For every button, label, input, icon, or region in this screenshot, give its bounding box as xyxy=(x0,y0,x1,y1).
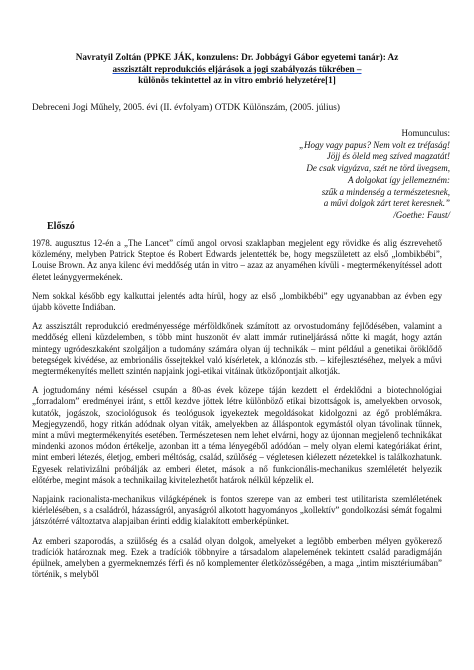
paragraph: Nem sokkal később egy kalkuttai jelentés adta hírül, hogy az első „lombikbébi” egy ugyanabban az évben egy újabb követte Indiában. xyxy=(32,290,442,313)
paragraph: Az emberi szaporodás, a szülőség és a család olyan dolgok, amelyeket a legtöbb emberben mélyen gyökerező tradíciók határoznak meg. Ezek a tradíciók többnyire a társadalom alapelemének tekintett család paradigmáján épülnek, amelyben a gyermeknemzés férfi és nő komplementer életközösségében, a maga „intim misztériumában” történik, s melyből xyxy=(32,535,442,580)
paragraph: Napjaink racionalista-mechanikus világképének is fontos szerepe van az emberi test utilitarista szemléletének kiérlelésében, s a családról, házasságról, anyaságról alkotott hagyományos „kollektív” gondolkozási sémát fogalmi játszótérré változtatva alapjaiban érinti eddig kialakított emberképünket. xyxy=(32,494,442,527)
motto-line: a művi dolgok zárt teret keresnek.” xyxy=(323,198,450,209)
paragraph: A jogtudomány némi késéssel csupán a 80-as évek közepe táján kezdett el érdeklődni a biotechnológiai „forradalom” eredményei iránt, s ettől kezdve jöttek létre különböző etikai bizottságok is, amelyekben orvosok, kutatók, jogászok, szociológusok és teológusok igyekeztek megoldásokat kidolgozni az égő problémákra. Megjegyzendő, hogy ritkán adódnak olyan viták, amelyekben az álláspontok egymástól olyan távolinak tűnnek, mint a művi megtermékenyítés esetében. Természetesen nem lehet elvárni, hogy az újonnan megjelenő technikákat mindenki azonos módon értékelje, azonban itt a téma lényegéből adódóan – mely olyan elemi kategóriákat érint, mint emberi létezés, életjog, emberi méltóság, család, szülőség – végletesen kiélezett nézetekkel is találkozhatunk. Egyesek relativizálni próbálják az emberi életet, mások a nő funkcionális-mechanikus szemléletét helyezik előtérbe, megint mások a technikailag kivitelezhetőt határok nélkül képzelik el. xyxy=(32,385,442,485)
motto-line: De csak vigyázva, szét ne törd üvegsem, xyxy=(306,163,450,174)
paragraph: 1978. augusztus 12-én a „The Lancet” című angol orvosi szaklapban megjelent egy rövidke és alig észrevehető közlemény, melyben Patrick Steptoe és Robert Edwards jelentették be, hogy megszületett az első „lombikbébi”, Louise Brown. Az anya kilenc évi meddőség után in vitro – azaz az anyaméhen kívüli - megtermékenyítéssel adott életet leánygyermekének. xyxy=(32,238,442,282)
title-line-1: Navratyil Zoltán (PPKE JÁK, konzulens: Dr. Jobbágyi Gábor egyetemi tanár): Az xyxy=(75,52,399,62)
section-heading: Előszó xyxy=(47,221,75,232)
paragraph: Az asszisztált reprodukció eredményessége mérföldkőnek számított az orvostudomány fejlődésében, valamint a meddőség elleni küzdelemben, s több mint huszonöt év alatt immár rutineljárássá nőtte ki magát, hogy aztán mintegy ugródeszkaként szolgáljon a tudomány számára olyan új technikák – mint például a genetikai öröklődő betegségek kivédése, az embrionális őssejtekkel való kísérletek, a klónozás stb. – kifejlesztéséhez, melyek a művi megtermékenyítés mellett szintén napjaink jogi-etikai vitáinak ütközőpontjait alkotják. xyxy=(32,321,442,377)
motto-line: Jöjj és öleld meg szíved magzatát! xyxy=(326,151,450,162)
motto-line: A dolgokat így jellemezném: xyxy=(347,174,450,185)
source-citation: Debreceni Jogi Műhely, 2005. évi (II. évfolyam) OTDK Különszám, (2005. július) xyxy=(32,103,340,113)
title-line-2: asszisztált reprodukciós eljárások a jogi szabályozás tükrében – xyxy=(112,63,362,74)
motto-line: szűk a mindenség a természetesnek, xyxy=(321,186,450,197)
motto-line: „Hogy vagy papus? Nem volt ez tréfaság! xyxy=(299,139,450,150)
title-line-3: különös tekintettel az in vitro embrió helyzetére[1] xyxy=(138,75,336,85)
document-title xyxy=(56,52,418,87)
body-text xyxy=(32,238,442,588)
motto-header: Homunculus: xyxy=(401,128,450,138)
motto-attribution: /Goethe: Faust/ xyxy=(393,209,450,220)
motto-block xyxy=(299,128,450,222)
